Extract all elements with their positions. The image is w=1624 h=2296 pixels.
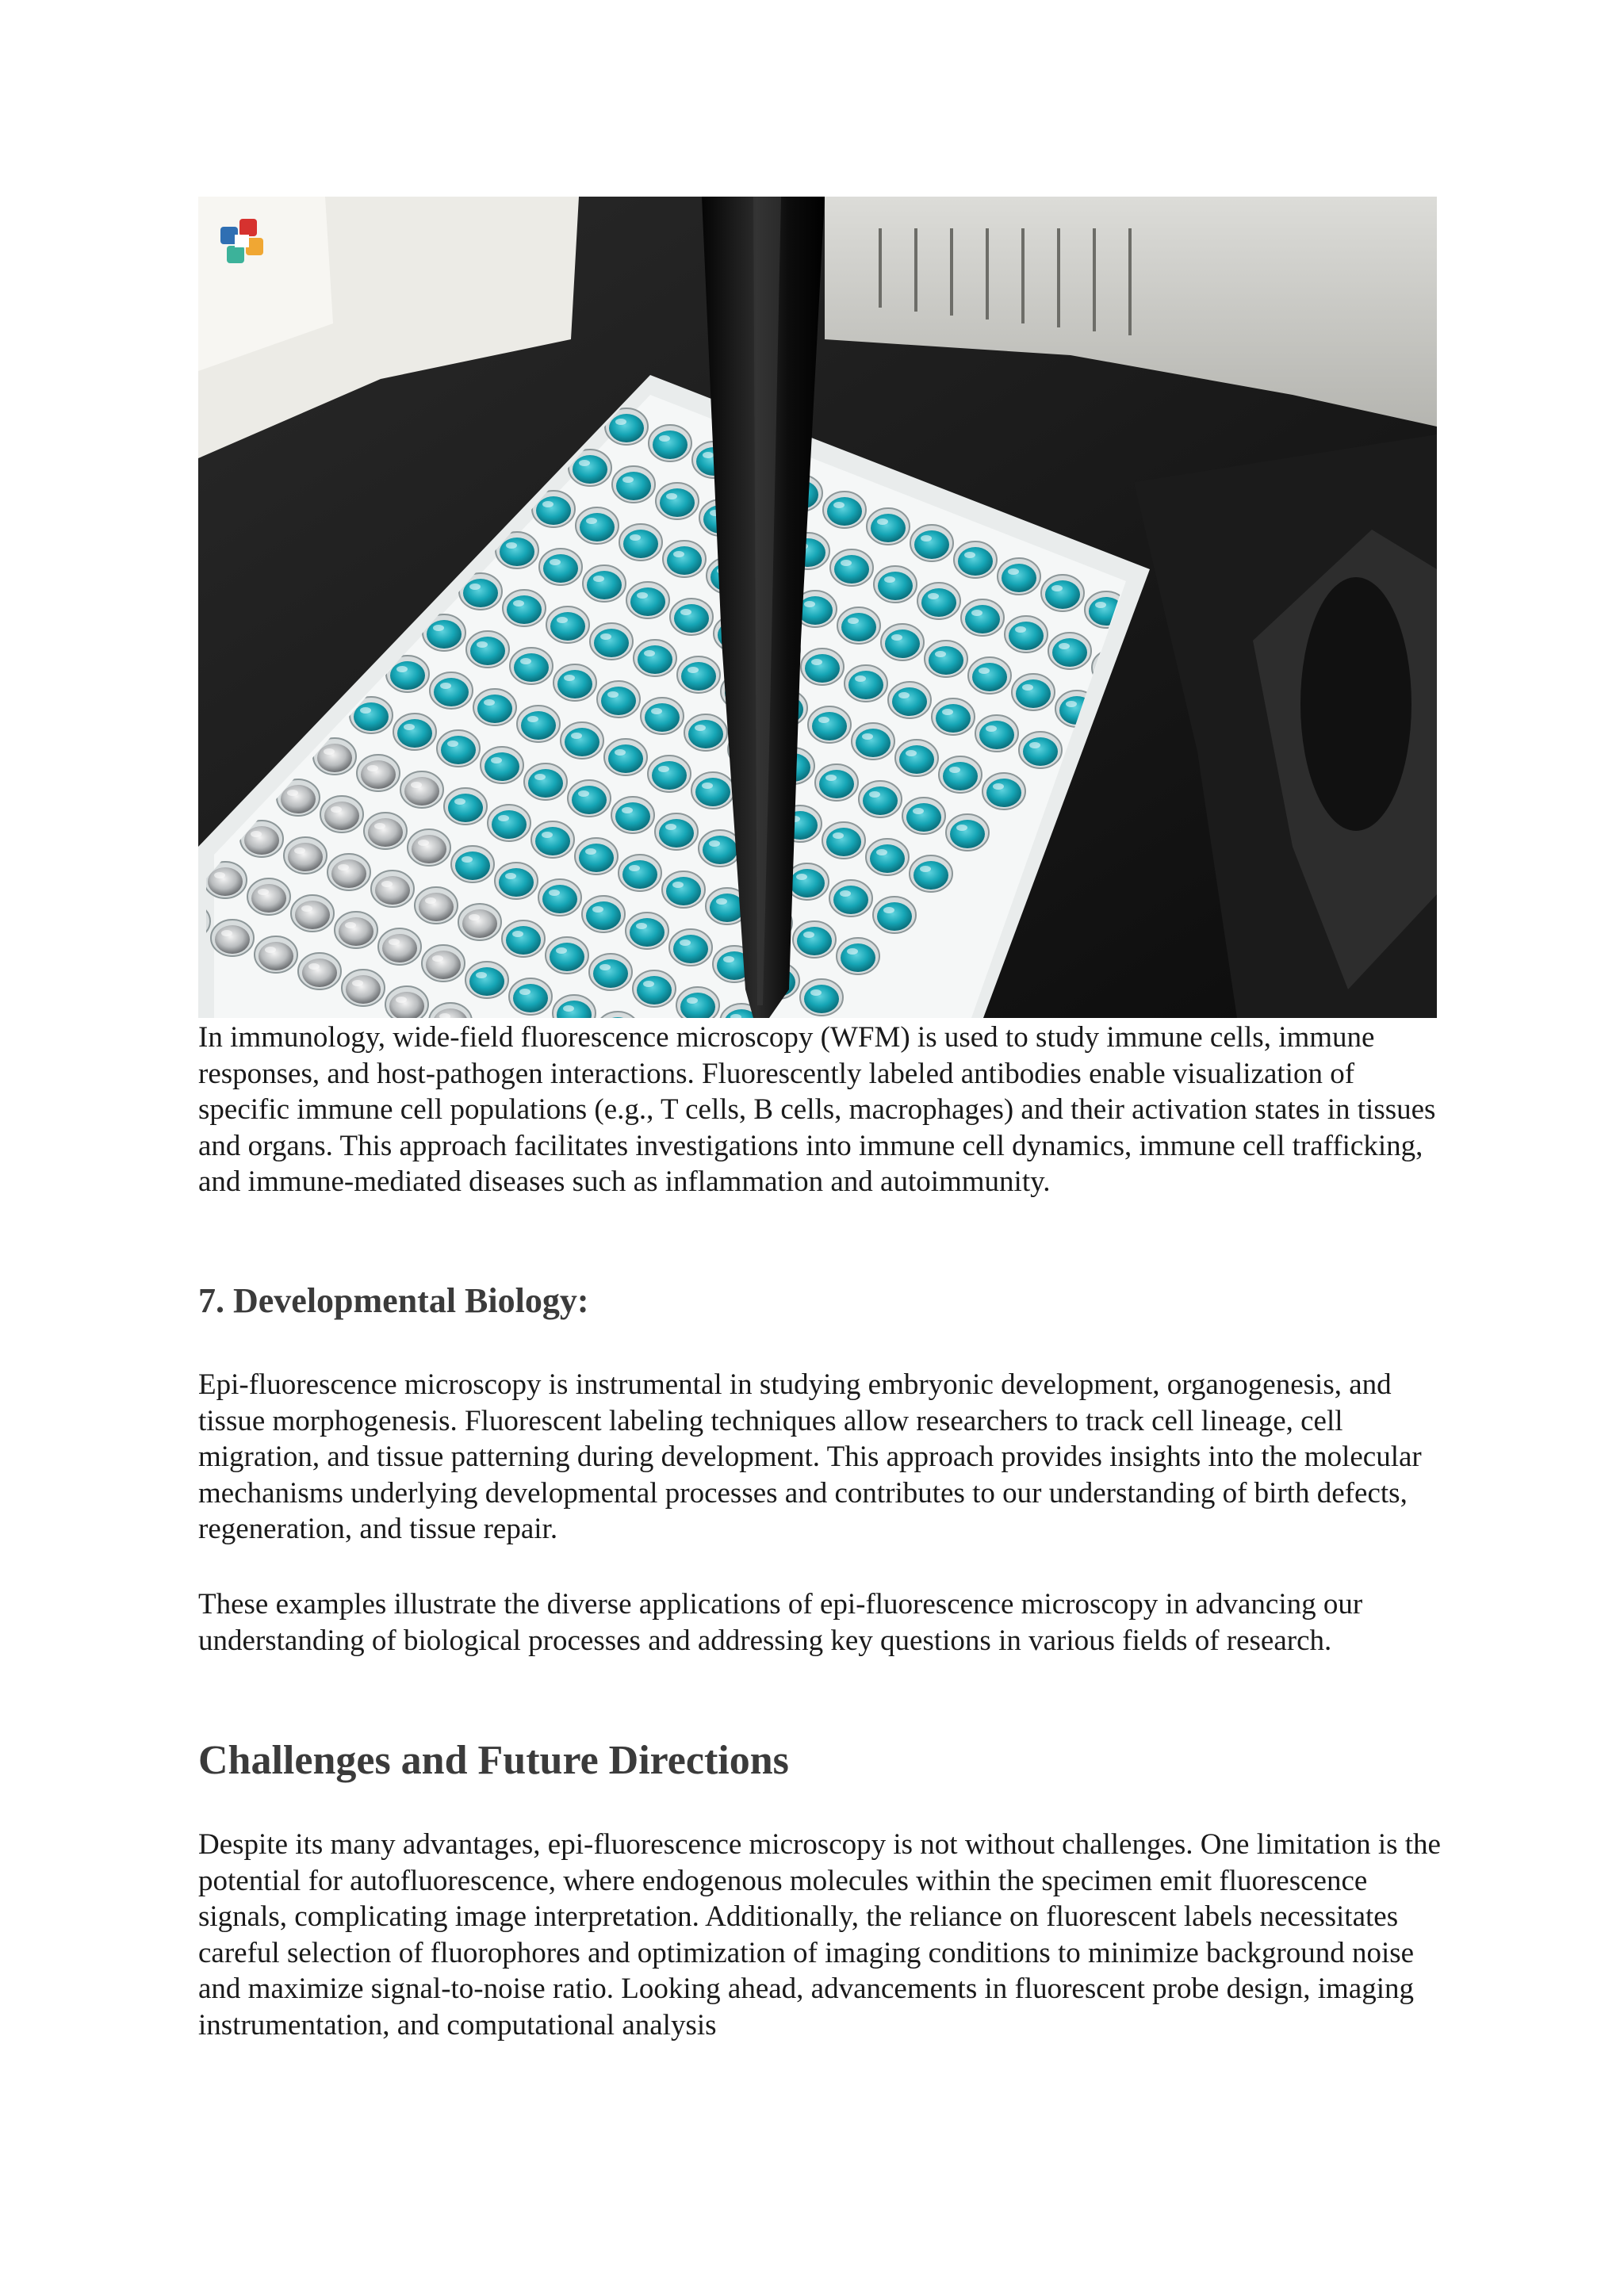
well-highlight (921, 535, 932, 541)
filled-well (492, 810, 527, 839)
developmental-heading: 7. Developmental Biology: (198, 1281, 589, 1320)
well-highlight (258, 889, 269, 895)
filled-well (542, 885, 577, 913)
well-highlight (971, 610, 982, 616)
filled-well (877, 902, 912, 931)
filled-well (565, 728, 599, 756)
filled-well (506, 926, 541, 955)
well-highlight (294, 848, 305, 854)
empty-well (215, 925, 250, 954)
well-highlight (659, 435, 670, 442)
filled-well (1023, 737, 1058, 766)
well-highlight (389, 939, 400, 945)
filled-well (833, 886, 868, 914)
empty-well (382, 934, 417, 962)
empty-well (419, 893, 454, 921)
filled-well (827, 497, 862, 526)
filled-well (950, 820, 985, 848)
filled-well (573, 455, 607, 484)
filled-well (608, 744, 643, 773)
well-highlight (360, 707, 371, 714)
filled-well (841, 613, 876, 641)
filled-well (448, 794, 483, 822)
well-highlight (1051, 585, 1063, 591)
filled-well (797, 927, 832, 955)
well-highlight (579, 460, 590, 466)
well-highlight (1066, 701, 1077, 707)
filled-well (819, 770, 854, 798)
well-highlight (338, 864, 349, 871)
filled-well (550, 943, 584, 971)
well-highlight (571, 733, 582, 739)
well-highlight (1022, 684, 1033, 691)
developmental-paragraph: Epi-fluorescence microscopy is instrumental in studying embryonic development, organogenesis, and tissue morphogenesis. Fluorescent labeling techniques allow researchers to track cell lineage, cell migration, and tissue patterning during development. This approach provides insights into the molecular mechanisms underlying developmental processes and contributes to our understanding of birth defects, regeneration, and tissue repair. (198, 1368, 1422, 1545)
filled-well (986, 779, 1021, 807)
well-highlight (630, 534, 641, 541)
filled-well (972, 663, 1007, 691)
filled-well (856, 729, 891, 757)
well-highlight (1015, 626, 1026, 633)
well-highlight (716, 898, 727, 905)
well-highlight (615, 749, 626, 756)
filled-well (892, 687, 927, 716)
well-highlight (622, 476, 634, 483)
filled-well (826, 828, 861, 856)
well-highlight (637, 592, 648, 599)
well-highlight (643, 981, 654, 987)
filled-well (550, 612, 585, 641)
filled-well (660, 488, 695, 517)
well-highlight (550, 559, 561, 565)
well-highlight (703, 452, 714, 458)
filled-well (622, 860, 657, 889)
article-photo (198, 197, 1437, 1018)
well-highlight (301, 905, 312, 912)
filled-well (812, 712, 847, 740)
well-highlight (477, 641, 488, 648)
well-highlight (505, 873, 516, 879)
empty-well (339, 917, 373, 946)
filled-well (790, 869, 825, 897)
filled-well (513, 984, 548, 1012)
filled-well (586, 901, 621, 930)
well-highlight (374, 823, 385, 829)
empty-well (426, 951, 461, 979)
well-highlight (433, 625, 444, 631)
well-highlight (906, 750, 917, 756)
well-highlight (425, 897, 436, 904)
well-highlight (883, 907, 894, 913)
challenges-paragraph: Despite its many advantages, epi-fluorescence microscopy is not without challenges. One limitation is the potential for autofluorescence, where endogenous molecules within the specimen emit fluorescence signals, complicating image interpretation. Additionally, the reliance on fluorescent labels necessitates careful selection of fluorophores and optimization of imaging conditions to minimize background noise and maximize signal-to-noise ratio. Looking ahead, advancements in fluorescent probe design, imaging instrumentation, and computational analysis (198, 1828, 1441, 2042)
well-highlight (586, 518, 597, 524)
filled-well (630, 918, 665, 947)
filled-well (906, 803, 941, 832)
filled-well (427, 620, 462, 649)
well-highlight (345, 922, 356, 928)
filled-well (805, 654, 840, 683)
well-highlight (920, 866, 931, 872)
filled-well (500, 538, 534, 566)
empty-well (208, 867, 243, 896)
filled-well (587, 571, 622, 599)
immunology-paragraph: In immunology, wide-field fluorescence microscopy (WFM) is used to study immune cells, immune responses, and host-pathogen interactions. Fluorescently labeled antibodies enable visualization of specific immune cell populations (e.g., T cells, B cells, macrophages) and their activation states in tissues and organs. This approach facilitates investigations into immune cell dynamics, immune cell trafficking, and immune-mediated diseases such as inflammation and autoimmunity. (198, 1021, 1436, 1198)
filled-well (834, 555, 869, 584)
filled-well (601, 687, 636, 715)
well-highlight (519, 989, 530, 995)
well-highlight (672, 882, 684, 888)
filled-well (943, 762, 978, 790)
filled-well (899, 745, 934, 774)
well-highlight (636, 923, 647, 929)
well-highlight (542, 501, 553, 507)
filled-well (1016, 679, 1051, 708)
well-highlight (396, 997, 407, 1003)
well-highlight (709, 840, 720, 847)
well-highlight (592, 906, 603, 913)
empty-well (412, 835, 446, 863)
well-highlight (687, 997, 698, 1004)
empty-well (244, 826, 279, 855)
well-highlight (599, 964, 611, 970)
well-highlight (825, 775, 837, 781)
filled-well (354, 702, 389, 731)
well-highlight (411, 782, 422, 788)
empty-well (302, 959, 337, 987)
empty-well (324, 802, 359, 830)
empty-well (368, 818, 403, 847)
filled-well (804, 985, 839, 1013)
examples-paragraph: These examples illustrate the diverse applications of epi-fluorescence microscopy in advancing our understanding of biological processes and addressing key questions in various fields of research. (198, 1588, 1363, 1657)
well-highlight (469, 914, 480, 920)
filled-well (871, 514, 906, 542)
filled-well (965, 605, 1000, 633)
filled-well (469, 967, 504, 996)
well-highlight (877, 519, 888, 525)
well-highlight (308, 963, 320, 970)
filled-well (528, 769, 563, 798)
well-highlight (447, 740, 458, 747)
well-highlight (964, 552, 975, 558)
empty-well (462, 909, 497, 938)
examples-section (198, 1586, 1443, 1659)
filled-well (673, 935, 708, 963)
well-highlight (1029, 742, 1040, 748)
well-highlight (855, 675, 866, 682)
filled-well (645, 703, 680, 732)
developmental-section (198, 1367, 1443, 1548)
well-highlight (564, 675, 575, 681)
filled-well (594, 629, 629, 657)
empty-well (317, 744, 352, 772)
well-highlight (1059, 643, 1070, 649)
filled-well (841, 943, 875, 972)
filled-well (616, 472, 651, 500)
well-highlight (876, 849, 887, 855)
filled-well (638, 645, 672, 674)
well-highlight (491, 757, 502, 763)
filled-well (863, 786, 898, 815)
empty-well (259, 942, 293, 970)
filled-well (652, 761, 687, 790)
filled-well (615, 802, 650, 831)
well-highlight (862, 733, 873, 740)
well-highlight (666, 493, 677, 499)
well-highlight (979, 668, 990, 674)
well-highlight (833, 502, 845, 508)
filled-well (521, 711, 556, 740)
well-highlight (221, 930, 232, 936)
well-highlight (549, 890, 560, 896)
well-highlight (1095, 602, 1106, 608)
well-highlight (644, 650, 655, 656)
well-highlight (848, 618, 859, 624)
well-highlight (251, 831, 262, 837)
well-highlight (840, 890, 851, 897)
well-highlight (891, 634, 902, 641)
well-highlight (629, 865, 640, 871)
well-highlight (454, 798, 465, 805)
filled-well (914, 861, 948, 890)
well-highlight (462, 856, 473, 863)
empty-well (346, 975, 381, 1004)
filled-well (1052, 638, 1087, 667)
well-highlight (695, 725, 706, 731)
filled-well (609, 414, 644, 442)
empty-well (404, 777, 439, 806)
well-highlight (513, 600, 524, 607)
filled-well (623, 530, 658, 558)
filled-well (572, 786, 607, 814)
well-highlight (556, 947, 567, 954)
well-highlight (680, 609, 691, 615)
filled-well (485, 752, 519, 781)
empty-well (251, 884, 286, 913)
filled-well (536, 496, 571, 525)
empty-well (281, 785, 316, 813)
filled-well (848, 671, 883, 699)
filled-well (681, 662, 716, 691)
challenges-heading-block (198, 1737, 1443, 1785)
filled-well (703, 836, 737, 864)
filled-well (543, 554, 578, 583)
well-highlight (796, 874, 807, 880)
filled-well (1009, 622, 1044, 650)
well-highlight (804, 601, 815, 607)
filled-well (463, 579, 498, 607)
well-highlight (949, 767, 960, 773)
filled-well (593, 959, 628, 988)
filled-well (653, 430, 688, 459)
well-highlight (723, 956, 734, 962)
well-highlight (884, 576, 895, 583)
well-highlight (993, 783, 1004, 790)
filled-well (580, 513, 615, 541)
well-highlight (942, 709, 953, 715)
well-highlight (287, 790, 298, 796)
empty-well (375, 876, 410, 905)
filled-well (441, 736, 476, 764)
filled-well (397, 719, 432, 748)
microplate-photo (198, 197, 1437, 1018)
filled-well (878, 572, 913, 600)
well-highlight (935, 651, 946, 657)
well-highlight (841, 560, 852, 566)
well-highlight (381, 881, 393, 887)
filled-well (667, 546, 702, 575)
well-highlight (432, 955, 443, 962)
well-highlight (324, 748, 335, 755)
filled-well (1002, 564, 1036, 592)
filled-well (914, 530, 949, 559)
well-highlight (615, 419, 626, 425)
well-highlight (578, 790, 589, 797)
well-highlight (527, 716, 538, 722)
well-highlight (607, 691, 619, 698)
well-highlight (367, 765, 378, 771)
filled-well (535, 827, 570, 855)
well-highlight (331, 806, 342, 813)
well-highlight (404, 724, 415, 730)
well-highlight (651, 708, 662, 714)
well-highlight (658, 766, 669, 772)
well-highlight (898, 692, 910, 698)
well-highlight (928, 593, 939, 599)
well-highlight (810, 989, 822, 996)
immunology-section (198, 1020, 1443, 1200)
well-highlight (585, 848, 596, 855)
filled-well (579, 844, 614, 872)
well-highlight (818, 717, 829, 723)
well-highlight (506, 542, 517, 549)
well-highlight (563, 1005, 574, 1012)
filled-well (666, 877, 701, 905)
well-highlight (600, 633, 611, 640)
well-highlight (440, 683, 451, 689)
empty-well (295, 901, 330, 929)
well-highlight (833, 832, 844, 839)
well-highlight (469, 584, 481, 590)
well-highlight (680, 939, 691, 946)
well-highlight (418, 840, 429, 846)
well-highlight (665, 824, 676, 830)
filled-well (637, 976, 672, 1004)
well-highlight (811, 659, 822, 665)
well-highlight (847, 948, 858, 955)
well-highlight (534, 774, 546, 780)
well-highlight (542, 832, 553, 838)
filled-well (1045, 580, 1080, 609)
well-highlight (498, 815, 509, 821)
filled-well (929, 646, 963, 675)
empty-well (288, 843, 323, 871)
filled-well (885, 629, 920, 658)
challenges-section (198, 1827, 1443, 2043)
well-highlight (214, 872, 225, 878)
well-highlight (673, 551, 684, 557)
well-highlight (803, 932, 814, 938)
well-highlight (265, 947, 276, 953)
filled-well (507, 595, 542, 624)
well-highlight (484, 699, 495, 706)
well-highlight (593, 576, 604, 582)
filled-well (958, 547, 993, 576)
filled-well (688, 720, 723, 748)
filled-well (870, 844, 905, 873)
well-highlight (512, 931, 523, 937)
filled-well (674, 604, 709, 633)
well-highlight (956, 825, 967, 831)
well-highlight (622, 807, 633, 813)
filled-well (557, 670, 592, 698)
filled-well (455, 851, 490, 880)
well-highlight (476, 972, 487, 978)
filled-well (921, 588, 956, 617)
filled-well (434, 678, 469, 706)
well-highlight (352, 980, 363, 986)
well-highlight (913, 808, 924, 814)
well-highlight (702, 783, 713, 789)
filled-well (390, 661, 425, 690)
filled-well (499, 868, 534, 897)
well-highlight (688, 667, 699, 673)
filled-well (630, 587, 665, 616)
well-highlight (869, 791, 880, 798)
well-highlight (1008, 568, 1019, 575)
filled-well (695, 778, 730, 806)
filled-well (470, 637, 505, 665)
developmental-heading-block (198, 1280, 1443, 1322)
well-highlight (986, 725, 997, 732)
filled-well (659, 819, 694, 848)
well-highlight (557, 617, 568, 623)
filled-well (936, 704, 971, 733)
well-highlight (520, 658, 531, 664)
filled-well (477, 695, 512, 723)
filled-well (979, 721, 1014, 749)
challenges-heading: Challenges and Future Directions (198, 1738, 789, 1783)
well-highlight (396, 666, 408, 672)
empty-well (331, 859, 366, 888)
empty-well (361, 760, 396, 789)
filled-well (514, 653, 549, 682)
